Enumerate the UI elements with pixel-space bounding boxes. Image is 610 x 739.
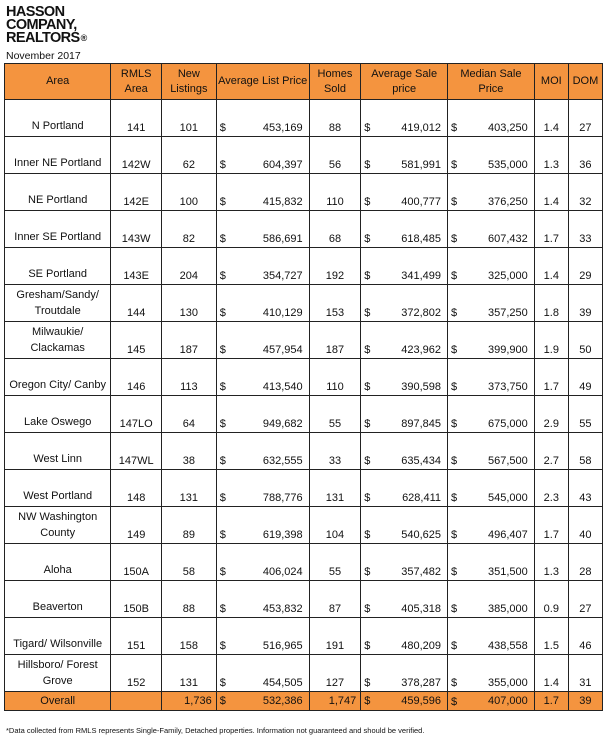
table-cell-homes-sold: 127 [309, 655, 361, 692]
table-cell-moi: 1.4 [534, 655, 568, 692]
table-row [5, 655, 603, 692]
logo-line-1: HASSON [6, 4, 65, 20]
currency-symbol: $ [216, 285, 245, 322]
table-cell-median-sale-price: 399,900 $ [448, 322, 535, 359]
table-cell-dom: 49 [568, 359, 602, 396]
table-cell-avg-list-price: 532,386 [245, 692, 309, 711]
table-cell-dom: 27 [568, 581, 602, 618]
currency-symbol: $ [451, 381, 458, 393]
table-cell-rmls: 150B [111, 581, 162, 618]
table-cell-dom: 43 [568, 470, 602, 507]
table-cell-new-listings: 89 [161, 507, 216, 544]
table-row [5, 174, 603, 211]
currency-symbol: $ [361, 507, 390, 544]
table-cell-avg-sale-price: 635,434 [390, 433, 448, 470]
table-cell-rmls: 143E [111, 248, 162, 285]
table-cell-dom: 58 [568, 433, 602, 470]
table-cell-area: Inner NE Portland [5, 137, 111, 174]
currency-symbol: $ [361, 433, 390, 470]
currency-symbol: $ [451, 418, 458, 430]
market-stats-table [4, 63, 603, 711]
table-cell-area: West Portland [5, 470, 111, 507]
table-cell-avg-sale-price: 405,318 [390, 581, 448, 618]
currency-symbol: $ [361, 396, 390, 433]
table-cell-avg-sale-price: 341,499 [390, 248, 448, 285]
table-cell-median-sale-price: 438,558 $ [448, 618, 535, 655]
table-cell-median-sale-price: 325,000 $ [448, 248, 535, 285]
table-cell-area: Overall [5, 692, 111, 711]
col-header-avg-list-price: Average List Price [216, 64, 309, 100]
table-cell-dom: 40 [568, 507, 602, 544]
header-row [5, 64, 603, 100]
table-cell-moi: 1.7 [534, 692, 568, 711]
table-row [5, 544, 603, 581]
table-cell-median-sale-price: 351,500 $ [448, 544, 535, 581]
currency-symbol: $ [451, 455, 458, 467]
table-cell-avg-sale-price: 618,485 [390, 211, 448, 248]
currency-symbol: $ [451, 233, 458, 245]
currency-symbol: $ [216, 618, 245, 655]
currency-symbol: $ [451, 566, 458, 578]
table-cell-rmls: 144 [111, 285, 162, 322]
currency-symbol: $ [216, 211, 245, 248]
table-cell-area: N Portland [5, 100, 111, 137]
table-cell-homes-sold: 33 [309, 433, 361, 470]
col-header-median-sale-price: Median Sale Price [448, 64, 535, 100]
report-date: November 2017 [6, 50, 81, 62]
currency-symbol: $ [451, 696, 458, 708]
currency-symbol: $ [451, 344, 458, 356]
currency-symbol: $ [216, 100, 245, 137]
table-cell-area: Beaverton [5, 581, 111, 618]
table-cell-avg-list-price: 788,776 [245, 470, 309, 507]
table-cell-median-sale-price: 373,750 $ [448, 359, 535, 396]
table-cell-avg-list-price: 516,965 [245, 618, 309, 655]
table-cell-area: Milwaukie/ Clackamas [5, 322, 111, 359]
currency-symbol: $ [361, 100, 390, 137]
company-logo [6, 6, 87, 45]
registered-mark: ® [80, 33, 87, 43]
table-cell-moi: 2.3 [534, 470, 568, 507]
currency-symbol: $ [451, 122, 458, 134]
table-cell-area: Lake Oswego [5, 396, 111, 433]
table-cell-rmls: 151 [111, 618, 162, 655]
table-cell-homes-sold: 110 [309, 174, 361, 211]
currency-symbol: $ [216, 655, 245, 692]
table-cell-moi: 1.7 [534, 507, 568, 544]
table-cell-dom: 31 [568, 655, 602, 692]
table-cell-avg-list-price: 453,832 [245, 581, 309, 618]
table-cell-median-sale-price: 407,000 $ [448, 692, 535, 711]
table-cell-new-listings: 38 [161, 433, 216, 470]
table-cell-avg-sale-price: 390,598 [390, 359, 448, 396]
table-cell-moi: 1.9 [534, 322, 568, 359]
table-cell-moi: 1.4 [534, 174, 568, 211]
table-cell-moi: 1.7 [534, 211, 568, 248]
table-cell-median-sale-price: 357,250 $ [448, 285, 535, 322]
table-row [5, 359, 603, 396]
logo-line-3: REALTORS® [6, 30, 87, 46]
table-cell-avg-list-price: 619,398 [245, 507, 309, 544]
table-cell-dom: 36 [568, 137, 602, 174]
table-cell-dom: 55 [568, 396, 602, 433]
currency-symbol: $ [216, 322, 245, 359]
table-cell-moi: 1.5 [534, 618, 568, 655]
currency-symbol: $ [451, 640, 458, 652]
currency-symbol: $ [361, 174, 390, 211]
table-cell-dom: 50 [568, 322, 602, 359]
table-cell-rmls: 141 [111, 100, 162, 137]
table-cell-homes-sold: 187 [309, 322, 361, 359]
currency-symbol: $ [216, 396, 245, 433]
table-cell-moi: 1.7 [534, 359, 568, 396]
table-cell-new-listings: 131 [161, 470, 216, 507]
currency-symbol: $ [361, 285, 390, 322]
table-cell-dom: 39 [568, 285, 602, 322]
table-cell-dom: 39 [568, 692, 602, 711]
table-cell-homes-sold: 192 [309, 248, 361, 285]
table-row [5, 470, 603, 507]
currency-symbol: $ [451, 196, 458, 208]
table-cell-new-listings: 82 [161, 211, 216, 248]
table-cell-area: Tigard/ Wilsonville [5, 618, 111, 655]
table-cell-moi: 1.8 [534, 285, 568, 322]
table-cell-dom: 33 [568, 211, 602, 248]
table-cell-moi: 2.7 [534, 433, 568, 470]
table-cell-new-listings: 131 [161, 655, 216, 692]
table-cell-median-sale-price: 496,407 $ [448, 507, 535, 544]
table-cell-new-listings: 62 [161, 137, 216, 174]
table-cell-new-listings: 158 [161, 618, 216, 655]
currency-symbol: $ [361, 544, 390, 581]
table-cell-avg-list-price: 413,540 [245, 359, 309, 396]
currency-symbol: $ [361, 248, 390, 285]
currency-symbol: $ [361, 618, 390, 655]
table-cell-homes-sold: 55 [309, 396, 361, 433]
table-cell-moi: 1.3 [534, 137, 568, 174]
table-row [5, 211, 603, 248]
table-cell-avg-sale-price: 897,845 [390, 396, 448, 433]
table-cell-median-sale-price: 607,432 $ [448, 211, 535, 248]
currency-symbol: $ [216, 248, 245, 285]
table-cell-median-sale-price: 567,500 $ [448, 433, 535, 470]
table-cell-dom: 32 [568, 174, 602, 211]
col-header-dom: DOM [568, 64, 602, 100]
currency-symbol: $ [361, 581, 390, 618]
col-header-area: Area [5, 64, 111, 100]
table-cell-avg-list-price: 354,727 [245, 248, 309, 285]
table-cell-area: West Linn [5, 433, 111, 470]
table-cell-dom: 27 [568, 100, 602, 137]
table-cell-rmls: 146 [111, 359, 162, 396]
table-row [5, 507, 603, 544]
table-row [5, 433, 603, 470]
table-cell-avg-list-price: 457,954 [245, 322, 309, 359]
table-cell-median-sale-price: 545,000 $ [448, 470, 535, 507]
table-cell-rmls: 148 [111, 470, 162, 507]
table-row [5, 100, 603, 137]
table-cell-rmls: 142E [111, 174, 162, 211]
table-row [5, 581, 603, 618]
currency-symbol: $ [216, 174, 245, 211]
table-cell-new-listings: 101 [161, 100, 216, 137]
table-cell-new-listings: 1,736 [161, 692, 216, 711]
table-row [5, 285, 603, 322]
table-cell-homes-sold: 56 [309, 137, 361, 174]
table-cell-avg-list-price: 415,832 [245, 174, 309, 211]
table-cell-rmls: 142W [111, 137, 162, 174]
table-cell-median-sale-price: 535,000 $ [448, 137, 535, 174]
table-cell-rmls: 147WL [111, 433, 162, 470]
table-cell-avg-list-price: 453,169 [245, 100, 309, 137]
table-cell-area: Inner SE Portland [5, 211, 111, 248]
table-cell-avg-sale-price: 419,012 [390, 100, 448, 137]
table-cell-median-sale-price: 376,250 $ [448, 174, 535, 211]
currency-symbol: $ [216, 433, 245, 470]
table-cell-avg-list-price: 632,555 [245, 433, 309, 470]
table-cell-moi: 1.3 [534, 544, 568, 581]
table-cell-rmls [111, 692, 162, 711]
table-cell-homes-sold: 104 [309, 507, 361, 544]
table-cell-homes-sold: 153 [309, 285, 361, 322]
table-cell-homes-sold: 110 [309, 359, 361, 396]
table-cell-moi: 2.9 [534, 396, 568, 433]
table-cell-avg-sale-price: 357,482 [390, 544, 448, 581]
table-cell-avg-sale-price: 459,596 [390, 692, 448, 711]
table-cell-median-sale-price: 385,000 $ [448, 581, 535, 618]
table-cell-avg-sale-price: 372,802 [390, 285, 448, 322]
table-cell-avg-list-price: 406,024 [245, 544, 309, 581]
table-cell-rmls: 152 [111, 655, 162, 692]
table-cell-rmls: 147LO [111, 396, 162, 433]
table-cell-rmls: 143W [111, 211, 162, 248]
col-header-homes-sold: Homes Sold [309, 64, 361, 100]
table-cell-avg-sale-price: 378,287 [390, 655, 448, 692]
table-cell-homes-sold: 55 [309, 544, 361, 581]
table-row [5, 137, 603, 174]
table-cell-median-sale-price: 355,000 $ [448, 655, 535, 692]
table-cell-area: NW Washington County [5, 507, 111, 544]
table-cell-rmls: 149 [111, 507, 162, 544]
table-row [5, 396, 603, 433]
table-cell-median-sale-price: 675,000 $ [448, 396, 535, 433]
currency-symbol: $ [216, 359, 245, 396]
table-cell-new-listings: 100 [161, 174, 216, 211]
table-cell-homes-sold: 191 [309, 618, 361, 655]
table-cell-moi: 1.4 [534, 100, 568, 137]
table-cell-avg-list-price: 604,397 [245, 137, 309, 174]
currency-symbol: $ [361, 359, 390, 396]
table-row [5, 248, 603, 285]
currency-symbol: $ [361, 322, 390, 359]
table-cell-dom: 28 [568, 544, 602, 581]
currency-symbol: $ [451, 677, 458, 689]
col-header-new-listings: New Listings [161, 64, 216, 100]
table-cell-area: Oregon City/ Canby [5, 359, 111, 396]
logo-line-2: COMPANY, [6, 17, 77, 33]
table-cell-rmls: 145 [111, 322, 162, 359]
table-cell-area: NE Portland [5, 174, 111, 211]
table-cell-rmls: 150A [111, 544, 162, 581]
table-cell-avg-list-price: 454,505 [245, 655, 309, 692]
currency-symbol: $ [451, 307, 458, 319]
table-cell-moi: 1.4 [534, 248, 568, 285]
table-cell-new-listings: 187 [161, 322, 216, 359]
table-cell-avg-sale-price: 628,411 [390, 470, 448, 507]
table-cell-new-listings: 88 [161, 581, 216, 618]
table-cell-homes-sold: 131 [309, 470, 361, 507]
table-cell-avg-sale-price: 480,209 [390, 618, 448, 655]
currency-symbol: $ [216, 470, 245, 507]
footnote: *Data collected from RMLS represents Single-Family, Detached properties. Information not guaranteed and should be verified. [6, 726, 425, 735]
table-row-overall [5, 692, 603, 711]
table-cell-avg-sale-price: 400,777 [390, 174, 448, 211]
currency-symbol: $ [451, 603, 458, 615]
table-cell-area: Aloha [5, 544, 111, 581]
currency-symbol: $ [361, 655, 390, 692]
currency-symbol: $ [451, 159, 458, 171]
table-cell-new-listings: 58 [161, 544, 216, 581]
currency-symbol: $ [361, 137, 390, 174]
currency-symbol: $ [451, 492, 458, 504]
table-cell-avg-sale-price: 423,962 [390, 322, 448, 359]
table-cell-median-sale-price: 403,250 $ [448, 100, 535, 137]
currency-symbol: $ [216, 137, 245, 174]
currency-symbol: $ [216, 692, 245, 711]
table-cell-new-listings: 130 [161, 285, 216, 322]
table-row [5, 322, 603, 359]
currency-symbol: $ [451, 270, 458, 282]
currency-symbol: $ [216, 544, 245, 581]
table-cell-avg-list-price: 949,682 [245, 396, 309, 433]
table-cell-avg-list-price: 410,129 [245, 285, 309, 322]
currency-symbol: $ [216, 581, 245, 618]
table-cell-dom: 46 [568, 618, 602, 655]
table-cell-avg-sale-price: 540,625 [390, 507, 448, 544]
currency-symbol: $ [361, 211, 390, 248]
col-header-rmls: RMLS Area [111, 64, 162, 100]
table-cell-homes-sold: 68 [309, 211, 361, 248]
table-cell-homes-sold: 88 [309, 100, 361, 137]
table-cell-area: Hillsboro/ Forest Grove [5, 655, 111, 692]
currency-symbol: $ [216, 507, 245, 544]
currency-symbol: $ [361, 692, 390, 711]
table-cell-homes-sold: 1,747 [309, 692, 361, 711]
table-cell-new-listings: 204 [161, 248, 216, 285]
table-cell-moi: 0.9 [534, 581, 568, 618]
table-cell-dom: 29 [568, 248, 602, 285]
table-cell-homes-sold: 87 [309, 581, 361, 618]
col-header-moi: MOI [534, 64, 568, 100]
table-row [5, 618, 603, 655]
table-cell-area: Gresham/Sandy/ Troutdale [5, 285, 111, 322]
table-cell-avg-sale-price: 581,991 [390, 137, 448, 174]
currency-symbol: $ [451, 529, 458, 541]
table-cell-new-listings: 64 [161, 396, 216, 433]
table-cell-area: SE Portland [5, 248, 111, 285]
col-header-avg-sale-price: Average Sale price [361, 64, 448, 100]
table-cell-new-listings: 113 [161, 359, 216, 396]
currency-symbol: $ [361, 470, 390, 507]
table-cell-avg-list-price: 586,691 [245, 211, 309, 248]
